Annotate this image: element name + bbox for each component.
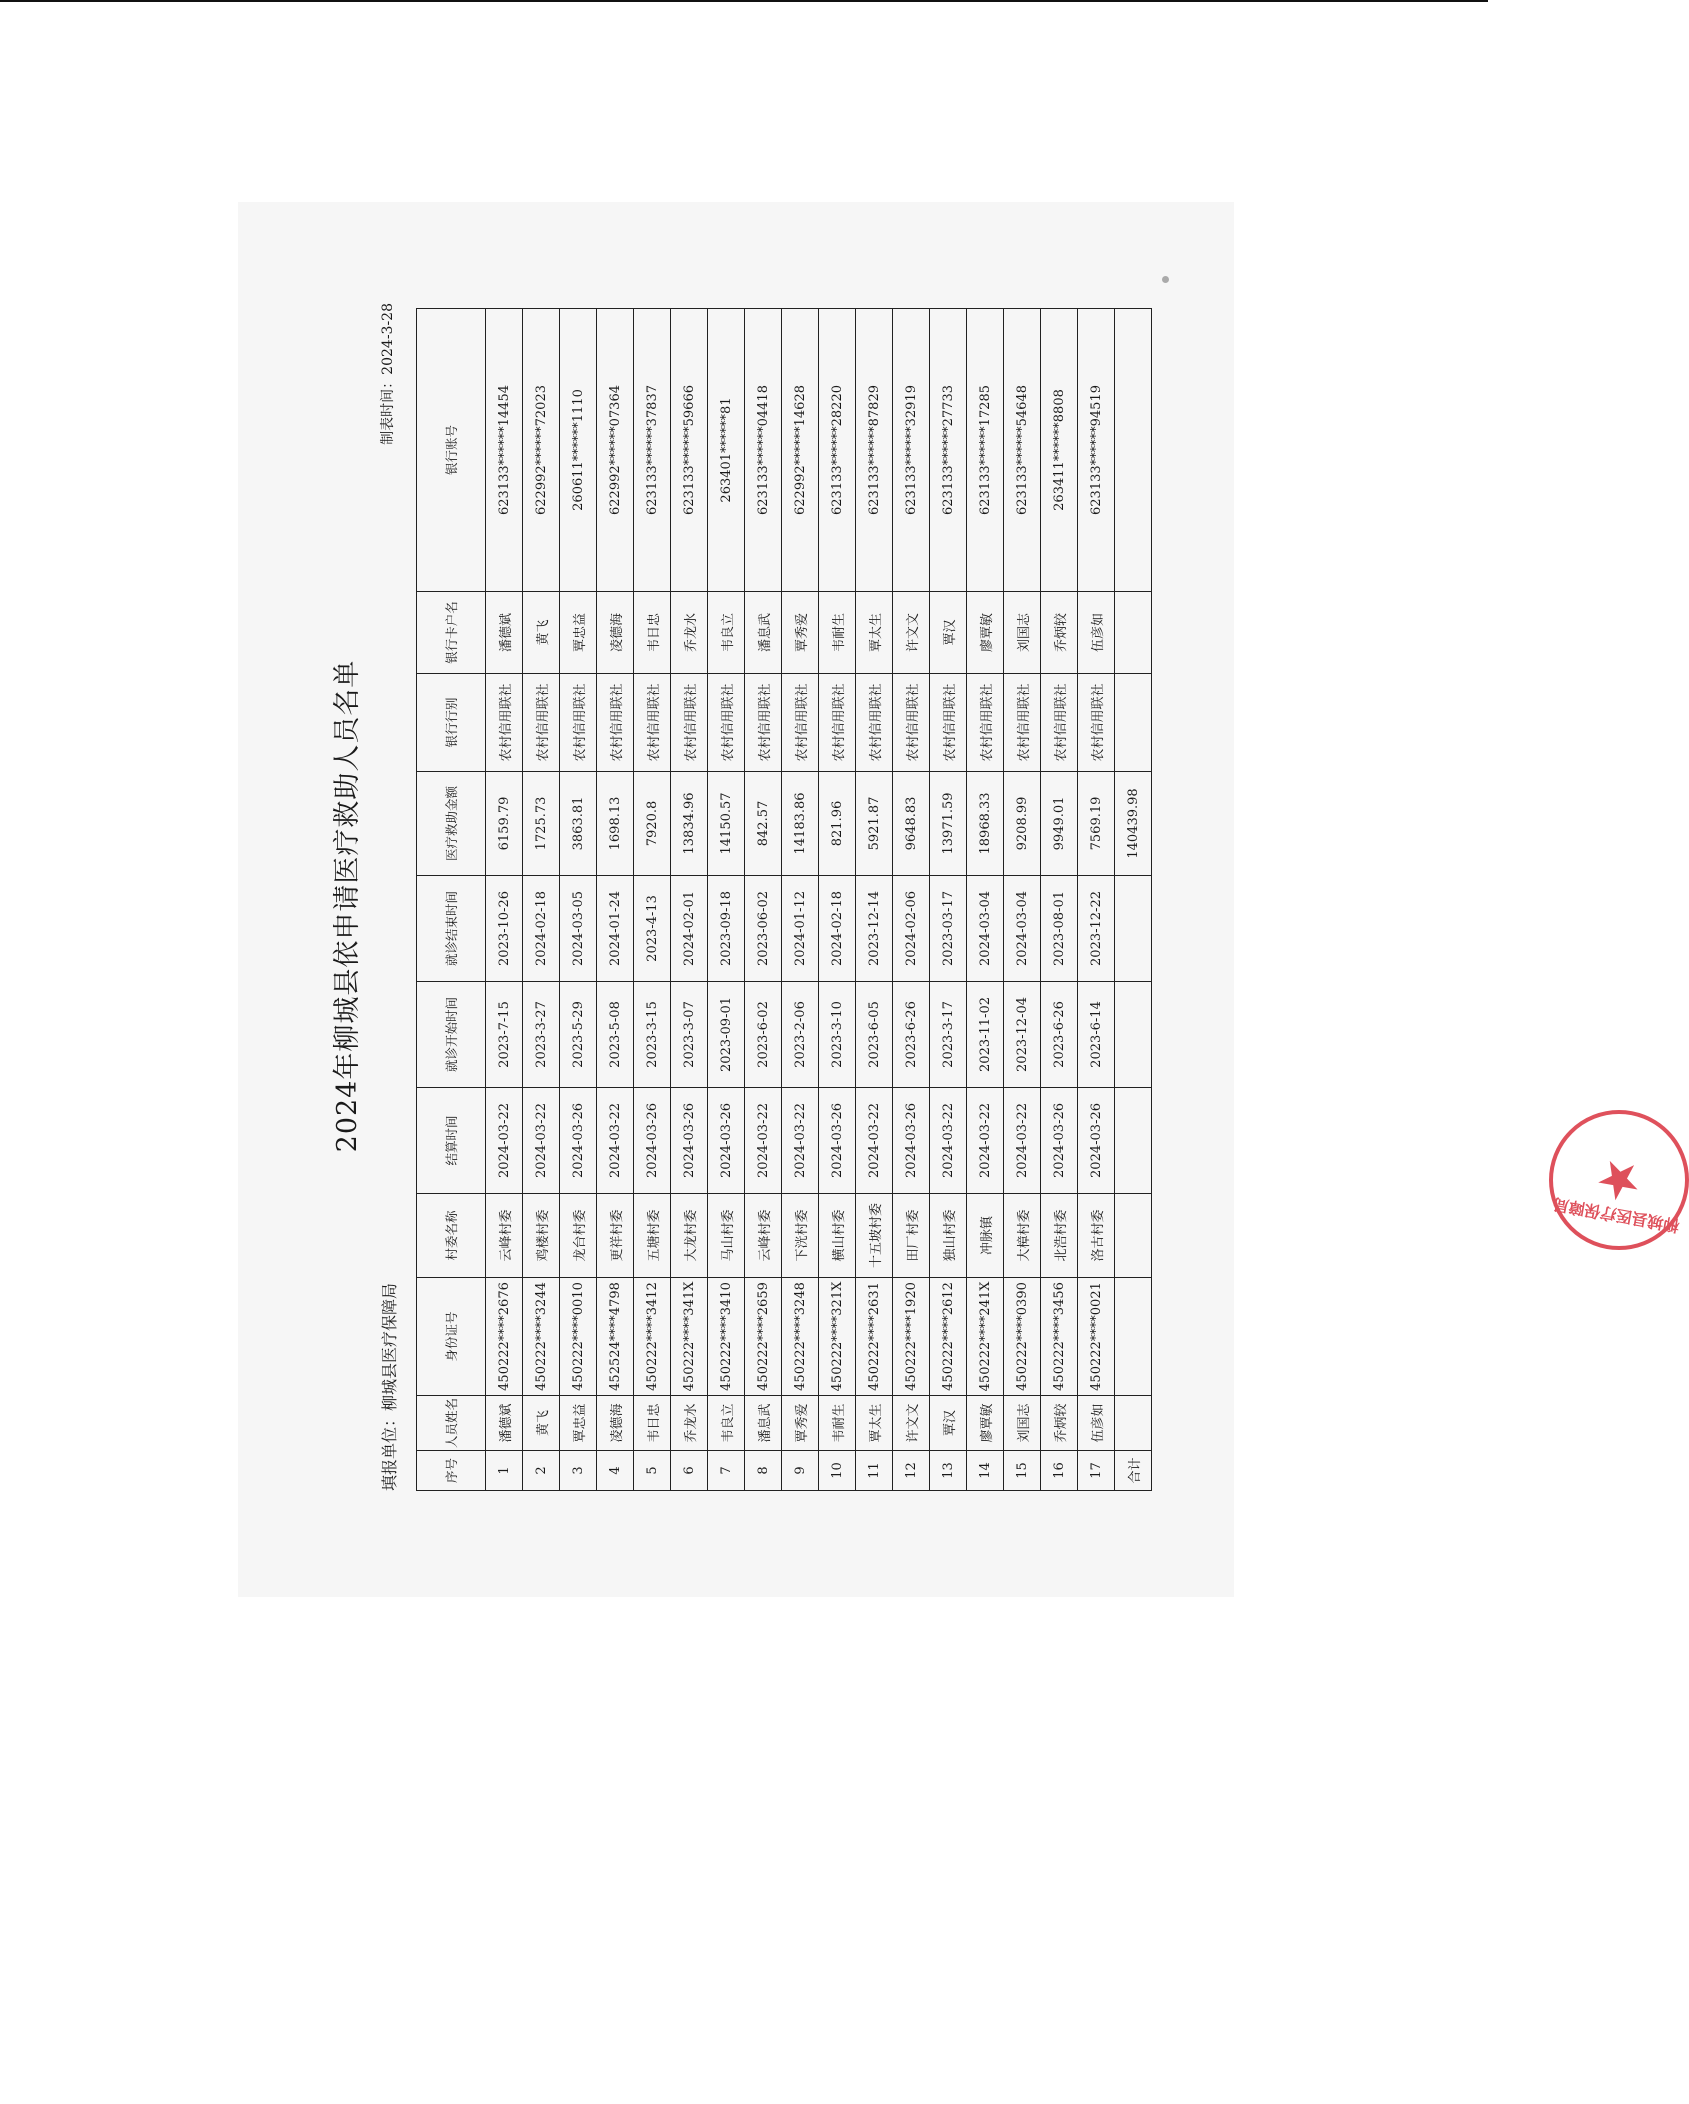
table-cell: 许文文 [893, 1395, 930, 1450]
table-cell: 450222****2676 [486, 1277, 523, 1395]
table-cell: 2024-02-18 [819, 875, 856, 981]
table-cell: 农村信用联社 [819, 673, 856, 771]
table-cell: 农村信用联社 [930, 673, 967, 771]
table-cell: 下洸村委 [782, 1193, 819, 1277]
table-cell: 韦日忠 [634, 1395, 671, 1450]
table-cell: 14150.57 [708, 771, 745, 875]
table-cell: 2023-6-02 [745, 981, 782, 1087]
table-cell: 623133******32919 [893, 308, 930, 591]
table-cell: 农村信用联社 [856, 673, 893, 771]
table-cell: 821.96 [819, 771, 856, 875]
table-cell: 622992******72023 [523, 308, 560, 591]
table-cell: 农村信用联社 [597, 673, 634, 771]
table-cell: 450222****0021 [1078, 1277, 1115, 1395]
table-cell: 覃忠益 [560, 591, 597, 673]
table-cell: 洛古村委 [1078, 1193, 1115, 1277]
table-header-cell: 人员姓名 [417, 1395, 486, 1450]
table-cell: 黄飞 [523, 1395, 560, 1450]
table-cell: 云峰村委 [486, 1193, 523, 1277]
table-cell: 农村信用联社 [745, 673, 782, 771]
table-header-cell: 就诊结束时间 [417, 875, 486, 981]
table-cell: 6159.79 [486, 771, 523, 875]
table-cell: 623133******59666 [671, 308, 708, 591]
table-cell: 2024-01-24 [597, 875, 634, 981]
table-cell: 2023-2-06 [782, 981, 819, 1087]
table-cell: 450222****3244 [523, 1277, 560, 1395]
table-cell: 许文文 [893, 591, 930, 673]
total-label: 合计 [1115, 1451, 1152, 1491]
table-cell-empty [1115, 1395, 1152, 1450]
table-cell: 2023-6-26 [1041, 981, 1078, 1087]
table-cell: 田厂村委 [893, 1193, 930, 1277]
table-cell: 鸡楼村委 [523, 1193, 560, 1277]
table-cell: 2023-6-26 [893, 981, 930, 1087]
table-cell: 2023-5-08 [597, 981, 634, 1087]
table-cell: 2024-03-22 [856, 1087, 893, 1193]
table-header-cell: 身份证号 [417, 1277, 486, 1395]
table-cell: 马山村委 [708, 1193, 745, 1277]
table-row [856, 308, 893, 1490]
table-cell: 2024-03-04 [967, 875, 1004, 981]
table-cell: 13971.59 [930, 771, 967, 875]
table-cell: 12 [893, 1451, 930, 1491]
table-cell: 2023-3-27 [523, 981, 560, 1087]
table-cell: 潘息武 [745, 1395, 782, 1450]
table-cell: 2024-03-22 [523, 1087, 560, 1193]
table-cell: 2024-03-05 [560, 875, 597, 981]
table-cell: 覃秀爱 [782, 1395, 819, 1450]
reporting-unit [377, 1283, 400, 1491]
table-cell: 10 [819, 1451, 856, 1491]
table-cell: 450222****3412 [634, 1277, 671, 1395]
reporting-unit-value: 柳城县医疗保障局 [380, 1282, 399, 1411]
table-cell: 2024-03-22 [1004, 1087, 1041, 1193]
table-cell: 450222****2631 [856, 1277, 893, 1395]
table-row [486, 308, 523, 1490]
table-cell: 2023-3-17 [930, 981, 967, 1087]
table-cell-empty [1115, 673, 1152, 771]
table-row [523, 308, 560, 1490]
table-cell: 廖覃敏 [967, 1395, 1004, 1450]
compile-date-label: 制表时间： [380, 374, 396, 445]
table-cell: 刘国志 [1004, 591, 1041, 673]
table-cell: 2024-03-22 [486, 1087, 523, 1193]
table-cell: 2023-5-29 [560, 981, 597, 1087]
table-cell: 623133******14454 [486, 308, 523, 591]
table-header-row [417, 308, 486, 1490]
table-cell: 9208.99 [1004, 771, 1041, 875]
table-cell: 农村信用联社 [893, 673, 930, 771]
table-cell: 16 [1041, 1451, 1078, 1491]
table-row [967, 308, 1004, 1490]
table-cell: 2024-03-26 [1041, 1087, 1078, 1193]
table-cell: 大樟村委 [1004, 1193, 1041, 1277]
table-cell: 农村信用联社 [486, 673, 523, 771]
table-cell: 450222****0390 [1004, 1277, 1041, 1395]
table-cell: 乔龙水 [671, 591, 708, 673]
table-cell-empty [1115, 981, 1152, 1087]
table-header-cell: 医疗救助金额 [417, 771, 486, 875]
table-cell: 450222****241X [967, 1277, 1004, 1395]
table-cell: 11 [856, 1451, 893, 1491]
table-row [560, 308, 597, 1490]
table-header-cell: 银行账号 [417, 308, 486, 591]
table-cell: 2023-3-15 [634, 981, 671, 1087]
table-row [634, 308, 671, 1490]
table-cell: 450222****341X [671, 1277, 708, 1395]
table-cell: 2023-4-13 [634, 875, 671, 981]
table-cell: 2024-03-22 [930, 1087, 967, 1193]
table-cell: 农村信用联社 [1004, 673, 1041, 771]
table-cell: 450222****321X [819, 1277, 856, 1395]
table-cell: 2024-03-22 [597, 1087, 634, 1193]
table-cell: 7920.8 [634, 771, 671, 875]
table-cell: 乔龙水 [671, 1395, 708, 1450]
table-cell: 伍彦如 [1078, 591, 1115, 673]
table-cell: 2023-06-02 [745, 875, 782, 981]
table-cell: 乔炳较 [1041, 1395, 1078, 1450]
table-cell: 9648.83 [893, 771, 930, 875]
table-cell: 1 [486, 1451, 523, 1491]
table-cell: 17 [1078, 1451, 1115, 1491]
table-cell: 2023-03-17 [930, 875, 967, 981]
table-cell: 云峰村委 [745, 1193, 782, 1277]
table-total-row [1115, 308, 1152, 1490]
table-cell: 623133******17285 [967, 308, 1004, 591]
table-header-cell: 就诊开始时间 [417, 981, 486, 1087]
table-cell: 2024-03-26 [819, 1087, 856, 1193]
table-cell: 2024-03-22 [782, 1087, 819, 1193]
table-cell: 韦良立 [708, 1395, 745, 1450]
table-cell: 18968.33 [967, 771, 1004, 875]
table-cell-empty [1115, 1087, 1152, 1193]
table-cell: 623133******87829 [856, 308, 893, 591]
table-cell-empty [1115, 591, 1152, 673]
table-row [708, 308, 745, 1490]
table-cell: 9 [782, 1451, 819, 1491]
table-cell: 农村信用联社 [1078, 673, 1115, 771]
seal-star-icon: ★ [1590, 1146, 1648, 1214]
table-cell: 农村信用联社 [671, 673, 708, 771]
table-cell: 450222****0010 [560, 1277, 597, 1395]
table-cell: 9949.01 [1041, 771, 1078, 875]
table-cell: 独山村委 [930, 1193, 967, 1277]
table-cell: 842.57 [745, 771, 782, 875]
table-cell: 2024-03-26 [708, 1087, 745, 1193]
table-cell: 452524****4798 [597, 1277, 634, 1395]
table-cell: 2023-3-07 [671, 981, 708, 1087]
table-cell: 622992******07364 [597, 308, 634, 591]
table-cell: 2024-03-22 [967, 1087, 1004, 1193]
table-row [1041, 308, 1078, 1490]
table-cell: 2024-03-26 [893, 1087, 930, 1193]
table-cell: 260611******1110 [560, 308, 597, 591]
table-cell-empty [1115, 1277, 1152, 1395]
table-cell: 622992******14628 [782, 308, 819, 591]
scan-speck [1162, 276, 1169, 283]
table-cell: 覃忠益 [560, 1395, 597, 1450]
table-header-cell: 村委名称 [417, 1193, 486, 1277]
table-cell: 1698.13 [597, 771, 634, 875]
table-cell: 450222****3456 [1041, 1277, 1078, 1395]
table-cell: 十五坡村委 [856, 1193, 893, 1277]
table-cell: 乔炳较 [1041, 591, 1078, 673]
table-cell: 14183.86 [782, 771, 819, 875]
table-row [671, 308, 708, 1490]
seal-text: 柳城县医疗保障局 [1551, 1194, 1681, 1236]
table-cell: 农村信用联社 [523, 673, 560, 771]
table-row [745, 308, 782, 1490]
table-cell: 450222****2612 [930, 1277, 967, 1395]
table-cell: 潘德斌 [486, 1395, 523, 1450]
table-cell: 2024-03-04 [1004, 875, 1041, 981]
table-cell: 农村信用联社 [1041, 673, 1078, 771]
table-cell: 五塘村委 [634, 1193, 671, 1277]
table-cell: 韦日忠 [634, 591, 671, 673]
table-cell: 2024-02-18 [523, 875, 560, 981]
table-cell: 农村信用联社 [708, 673, 745, 771]
table-cell: 覃太生 [856, 1395, 893, 1450]
reporting-unit-label: 填报单位： [380, 1410, 399, 1491]
table-cell: 农村信用联社 [634, 673, 671, 771]
table-header-cell: 序号 [417, 1451, 486, 1491]
rotated-document [325, 287, 1681, 1525]
relief-table [416, 308, 1152, 1491]
table-cell: 2024-03-22 [745, 1087, 782, 1193]
table-cell: 覃秀爱 [782, 591, 819, 673]
table-cell: 2023-08-01 [1041, 875, 1078, 981]
table-cell: 2024-03-26 [671, 1087, 708, 1193]
table-cell: 5 [634, 1451, 671, 1491]
table-row [782, 308, 819, 1490]
table-row [930, 308, 967, 1490]
table-row [597, 308, 634, 1490]
table-cell: 263401******81 [708, 308, 745, 591]
table-row [819, 308, 856, 1490]
table-header-cell: 银行行别 [417, 673, 486, 771]
table-cell: 623133******94519 [1078, 308, 1115, 591]
table-cell: 623133******28220 [819, 308, 856, 591]
table-cell: 覃太生 [856, 591, 893, 673]
table-cell: 2023-12-14 [856, 875, 893, 981]
table-cell: 623133******04418 [745, 308, 782, 591]
table-cell: 15 [1004, 1451, 1041, 1491]
table-cell: 2023-11-02 [967, 981, 1004, 1087]
table-cell: 2023-09-01 [708, 981, 745, 1087]
table-cell: 3 [560, 1451, 597, 1491]
table-cell: 13834.96 [671, 771, 708, 875]
table-cell: 黄飞 [523, 591, 560, 673]
table-cell-empty [1115, 1193, 1152, 1277]
table-cell: 6 [671, 1451, 708, 1491]
total-amount: 140439.98 [1115, 771, 1152, 875]
table-cell: 13 [930, 1451, 967, 1491]
table-cell: 潘息武 [745, 591, 782, 673]
table-cell: 263411******8808 [1041, 308, 1078, 591]
table-cell: 623133******37837 [634, 308, 671, 591]
table-cell: 5921.87 [856, 771, 893, 875]
table-row [893, 308, 930, 1490]
table-cell: 2023-7-15 [486, 981, 523, 1087]
table-cell: 450222****1920 [893, 1277, 930, 1395]
table-cell: 韦良立 [708, 591, 745, 673]
table-cell: 14 [967, 1451, 1004, 1491]
table-cell: 横山村委 [819, 1193, 856, 1277]
compile-date-value: 2024-3-28 [380, 303, 396, 375]
table-cell: 2024-03-26 [560, 1087, 597, 1193]
table-cell: 覃汉 [930, 591, 967, 673]
table-cell: 更祥村委 [597, 1193, 634, 1277]
table-cell: 623133******27733 [930, 308, 967, 591]
table-cell: 北浩村委 [1041, 1193, 1078, 1277]
table-cell: 1725.73 [523, 771, 560, 875]
table-cell: 2024-01-12 [782, 875, 819, 981]
table-cell: 4 [597, 1451, 634, 1491]
table-cell: 2023-6-05 [856, 981, 893, 1087]
table-cell: 2023-12-22 [1078, 875, 1115, 981]
table-header-cell: 银行卡户名 [417, 591, 486, 673]
table-cell: 2023-12-04 [1004, 981, 1041, 1087]
table-cell: 2023-10-26 [486, 875, 523, 981]
table-cell: 2024-03-26 [1078, 1087, 1115, 1193]
official-seal [1549, 1110, 1689, 1250]
table-cell: 2 [523, 1451, 560, 1491]
table-cell: 2023-09-18 [708, 875, 745, 981]
table-cell: 450222****2659 [745, 1277, 782, 1395]
table-cell-empty [1115, 875, 1152, 981]
table-cell: 凌德海 [597, 591, 634, 673]
table-cell: 凌德海 [597, 1395, 634, 1450]
table-cell: 2023-6-14 [1078, 981, 1115, 1087]
table-cell: 龙台村委 [560, 1193, 597, 1277]
table-cell: 潘德斌 [486, 591, 523, 673]
table-cell: 韦耐生 [819, 1395, 856, 1450]
scan-top-edge [0, 0, 1488, 2]
table-row [1078, 308, 1115, 1490]
table-cell: 2023-3-10 [819, 981, 856, 1087]
table-cell: 450222****3248 [782, 1277, 819, 1395]
table-cell: 农村信用联社 [560, 673, 597, 771]
table-cell: 2024-02-01 [671, 875, 708, 981]
table-cell: 农村信用联社 [967, 673, 1004, 771]
table-cell: 大龙村委 [671, 1193, 708, 1277]
table-cell: 8 [745, 1451, 782, 1491]
table-row [1004, 308, 1041, 1490]
table-cell: 冲脉镇 [967, 1193, 1004, 1277]
table-cell: 农村信用联社 [782, 673, 819, 771]
document-title: 2024年柳城县依申请医疗救助人员名单 [332, 659, 363, 1153]
table-header-cell: 结算时间 [417, 1087, 486, 1193]
table-cell: 2024-03-26 [634, 1087, 671, 1193]
table-cell: 450222****3410 [708, 1277, 745, 1395]
table-cell: 2024-02-06 [893, 875, 930, 981]
compile-date [377, 303, 397, 445]
table-cell: 623133******54648 [1004, 308, 1041, 591]
table-cell: 韦耐生 [819, 591, 856, 673]
table-cell: 廖覃敏 [967, 591, 1004, 673]
table-cell: 刘国志 [1004, 1395, 1041, 1450]
table-cell: 7 [708, 1451, 745, 1491]
table-cell: 3863.81 [560, 771, 597, 875]
table-cell: 覃汉 [930, 1395, 967, 1450]
table-cell: 伍彦如 [1078, 1395, 1115, 1450]
table-cell-empty [1115, 308, 1152, 591]
table-cell: 7569.19 [1078, 771, 1115, 875]
